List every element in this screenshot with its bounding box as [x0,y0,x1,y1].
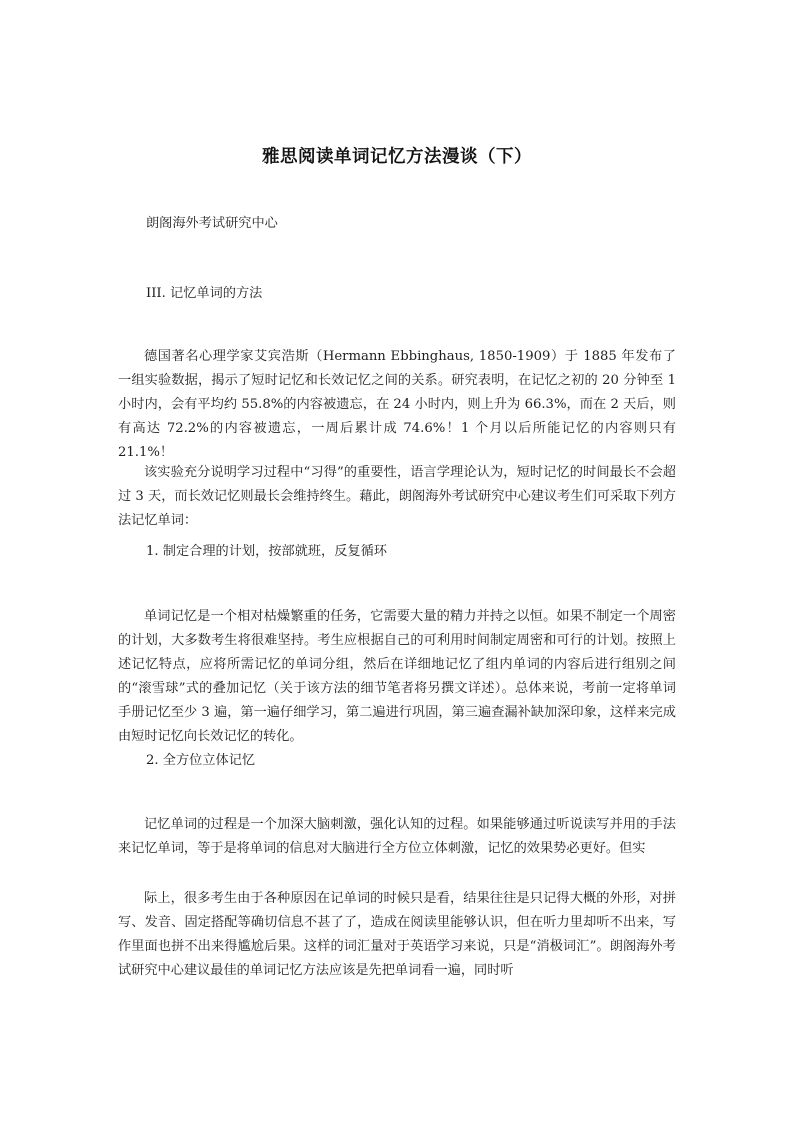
author-line: 朗阁海外考试研究中心 [146,216,278,231]
paragraph: 记忆单词的过程是一个加深大脑刺激，强化认知的过程。如果能够通过听说读写并用的手法来记忆单词，等于是将单词的信息对大脑进行全方位立体刺激，记忆的效果势必更好。但实 [118,817,676,856]
paragraph: 该实验充分说明学习过程中“习得”的重要性，语言学理论认为，短时记忆的时间最长不会超过 3 天，而长效记忆则最长会维持终生。藉此，朗阁海外考试研究中心建议考生们可采取下列方法记忆单词： [118,465,676,528]
section-heading: III. 记忆单词的方法 [146,286,263,301]
list-item-heading: 2. 全方位立体记忆 [146,753,256,768]
paragraph: 德国著名心理学家艾宾浩斯（Hermann Ebbinghaus, 1850-1909）于 1885 年发布了一组实验数据，揭示了短时记忆和长效记忆之间的关系。研究表明，在记忆之初的 20 分钟至 1 小时内，会有平均约 55.8%的内容被遗忘，在 24 小时内，则上升为 66.3%，而在 2 天后，则有高达 72.2%的内容被遗忘，一周后累计成 74.6%！1 个月以后所能记忆的内容则只有 21.1%！ [118,349,676,460]
paragraph: 单词记忆是一个相对枯燥繁重的任务，它需要大量的精力并持之以恒。如果不制定一个周密的计划，大多数考生将很难坚持。考生应根据自己的可利用时间制定周密和可行的计划。按照上述记忆特点，应将所需记忆的单词分组，然后在详细地记忆了组内单词的内容后进行组别之间的“滚雪球”式的叠加记忆（关于该方法的细节笔者将另撰文详述）。总体来说，考前一定将单词手册记忆至少 3 遍，第一遍仔细学习，第二遍进行巩固，第三遍查漏补缺加深印象，这样来完成由短时记忆向长效记忆的转化。 [118,609,676,744]
paragraph: 际上，很多考生由于各种原因在记单词的时候只是看，结果往往是只记得大概的外形，对拼写、发音、固定搭配等确切信息不甚了了，造成在阅读里能够认识，但在听力里却听不出来，写作里面也拼不出来得尴尬后果。这样的词汇量对于英语学习来说，只是“消极词汇”。朗阁海外考试研究中心建议最佳的单词记忆方法应该是先把单词看一遍，同时听 [118,891,676,978]
document-title: 雅思阅读单词记忆方法漫谈（下） [262,147,532,167]
list-item-heading: 1. 制定合理的计划，按部就班，反复循环 [146,544,387,559]
